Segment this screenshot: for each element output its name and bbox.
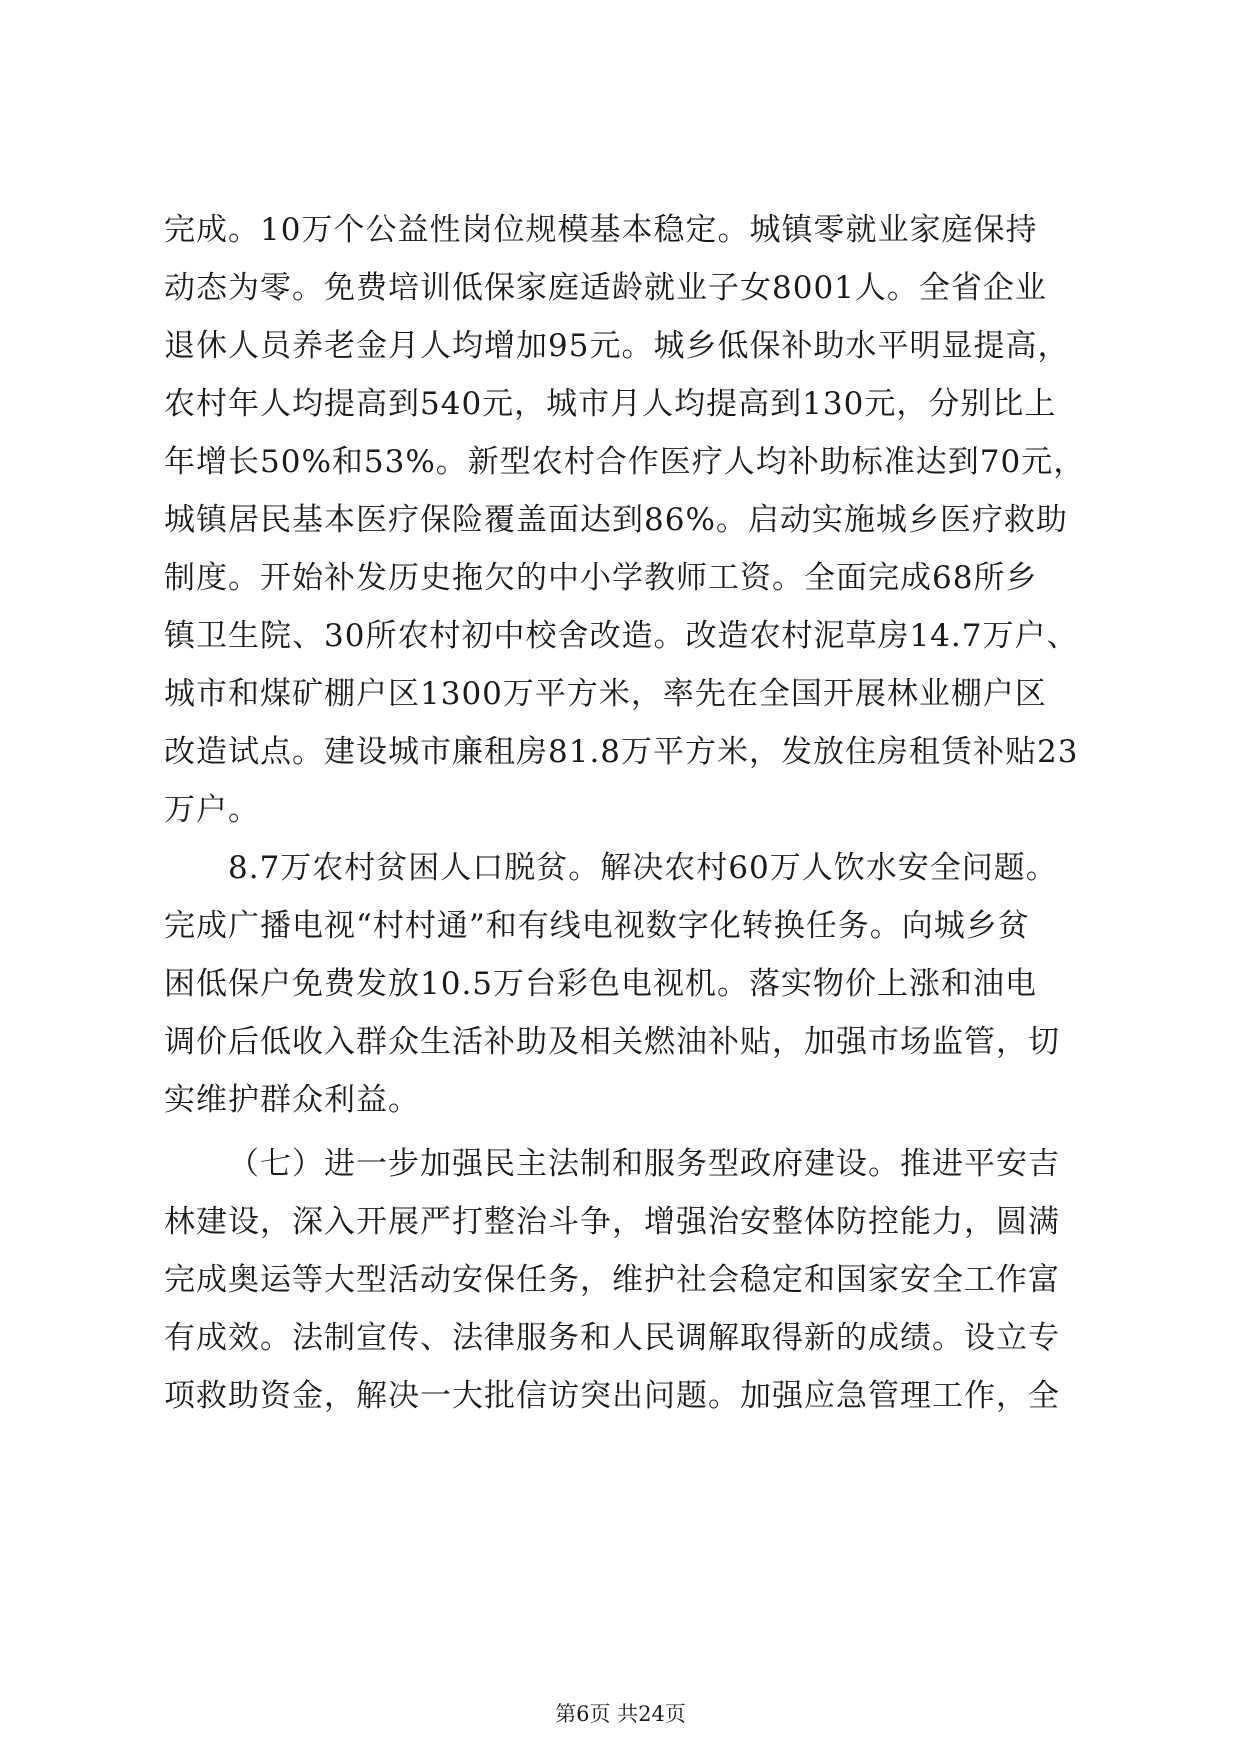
- paragraph-1-line-3: 退休人员养老金月人均增加95元。城乡低保补助水平明显提高，: [164, 328, 1070, 364]
- paragraph-1-line-7: 制度。开始补发历史拖欠的中小学教师工资。全面完成68所乡: [164, 560, 1038, 596]
- paragraph-2-line-1: 8.7万农村贫困人口脱贫。解决农村60万人饮水安全问题。: [228, 850, 1058, 886]
- paragraph-1-line-10: 改造试点。建设城市廉租房81.8万平方米，发放住房租赁补贴23: [164, 734, 1079, 770]
- paragraph-1-line-4: 农村年人均提高到540元，城市月人均提高到130元，分别比上: [164, 386, 1057, 422]
- paragraph-1-line-8: 镇卫生院、30所农村初中校舍改造。改造农村泥草房14.7万户、: [164, 618, 1079, 654]
- paragraph-1-line-2: 动态为零。免费培训低保家庭适龄就业子女8001人。全省企业: [164, 270, 1047, 306]
- paragraph-2-line-3: 困低保户免费发放10.5万台彩色电视机。落实物价上涨和油电: [164, 966, 1038, 1002]
- paragraph-1-line-9: 城市和煤矿棚户区1300万平方米，率先在全国开展林业棚户区: [164, 676, 1047, 712]
- paragraph-2-line-5: 实维护群众利益。: [164, 1082, 420, 1118]
- paragraph-3-line-1: （七）进一步加强民主法制和服务型政府建设。推进平安吉: [228, 1146, 1060, 1182]
- page-number-footer: 第6页 共24页: [555, 1702, 686, 1726]
- paragraph-3-line-4: 有成效。法制宣传、法律服务和人民调解取得新的成绩。设立专: [164, 1320, 1060, 1356]
- paragraph-3-line-3: 完成奥运等大型活动安保任务，维护社会稳定和国家安全工作富: [164, 1262, 1060, 1298]
- paragraph-1-line-5: 年增长50%和53%。新型农村合作医疗人均补助标准达到70元，: [164, 444, 1086, 480]
- paragraph-3-line-2: 林建设，深入开展严打整治斗争，增强治安整体防控能力，圆满: [164, 1204, 1060, 1240]
- paragraph-2-line-2: 完成广播电视“村村通”和有线电视数字化转换任务。向城乡贫: [164, 908, 1030, 944]
- paragraph-1-line-6: 城镇居民基本医疗保险覆盖面达到86%。启动实施城乡医疗救助: [164, 502, 1068, 538]
- paragraph-2-line-4: 调价后低收入群众生活补助及相关燃油补贴，加强市场监管，切: [164, 1024, 1060, 1060]
- paragraph-1-line-11: 万户。: [164, 792, 260, 828]
- paragraph-3-line-5: 项救助资金，解决一大批信访突出问题。加强应急管理工作，全: [164, 1378, 1060, 1414]
- paragraph-1-line-1: 完成。10万个公益性岗位规模基本稳定。城镇零就业家庭保持: [164, 212, 1038, 248]
